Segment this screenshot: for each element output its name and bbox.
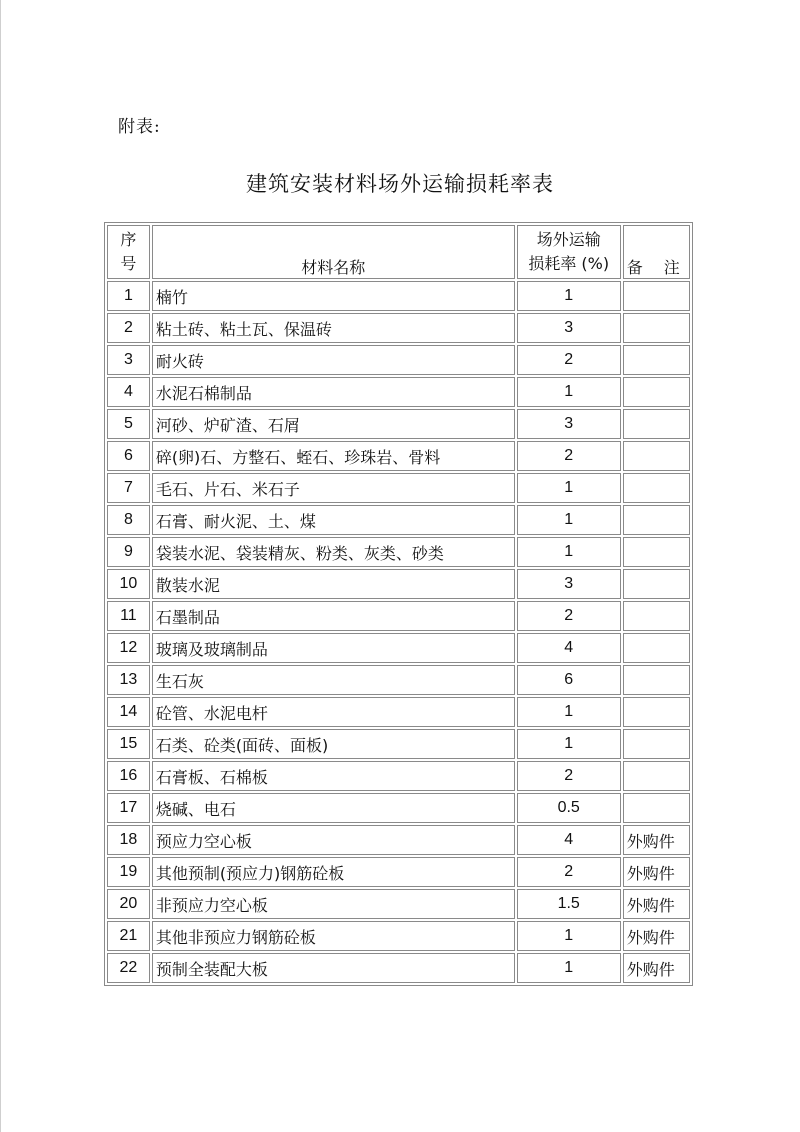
cell-no: 1 <box>107 281 150 311</box>
table-row <box>107 313 690 343</box>
cell-remarks <box>623 569 690 599</box>
cell-material-name: 玻璃及玻璃制品 <box>152 633 515 663</box>
cell-remarks <box>623 473 690 503</box>
cell-material-name: 石类、砼类(面砖、面板) <box>152 729 515 759</box>
table-row <box>107 825 690 855</box>
cell-no: 20 <box>107 889 150 919</box>
cell-loss-rate: 1 <box>517 377 621 407</box>
cell-no: 9 <box>107 537 150 567</box>
table-row <box>107 281 690 311</box>
cell-material-name: 烧碱、电石 <box>152 793 515 823</box>
header-material-name: 材料名称 <box>152 225 515 279</box>
table-row <box>107 409 690 439</box>
cell-remarks <box>623 793 690 823</box>
cell-no: 17 <box>107 793 150 823</box>
cell-loss-rate: 2 <box>517 345 621 375</box>
cell-material-name: 预制全装配大板 <box>152 953 515 983</box>
cell-remarks <box>623 409 690 439</box>
header-loss-rate <box>517 225 621 279</box>
page-title: 建筑安装材料场外运输损耗率表 <box>246 172 554 196</box>
cell-no: 10 <box>107 569 150 599</box>
cell-loss-rate: 4 <box>517 825 621 855</box>
cell-loss-rate: 3 <box>517 313 621 343</box>
cell-material-name: 楠竹 <box>152 281 515 311</box>
header-rate-line1: 场外运输 <box>536 230 601 249</box>
header-no-line1: 序 <box>120 230 137 249</box>
cell-loss-rate: 0.5 <box>517 793 621 823</box>
table-row <box>107 857 690 887</box>
cell-loss-rate: 2 <box>517 857 621 887</box>
cell-material-name: 砼管、水泥电杆 <box>152 697 515 727</box>
cell-loss-rate: 3 <box>517 569 621 599</box>
cell-loss-rate: 1 <box>517 537 621 567</box>
cell-material-name: 散装水泥 <box>152 569 515 599</box>
cell-loss-rate: 1 <box>517 473 621 503</box>
cell-remarks <box>623 281 690 311</box>
cell-loss-rate: 3 <box>517 409 621 439</box>
cell-remarks <box>623 633 690 663</box>
attachment-caption: 附表: <box>118 117 161 137</box>
cell-no: 12 <box>107 633 150 663</box>
cell-material-name: 河砂、炉矿渣、石屑 <box>152 409 515 439</box>
table-row <box>107 729 690 759</box>
table-row <box>107 601 690 631</box>
cell-material-name: 袋装水泥、袋装精灰、粉类、灰类、砂类 <box>152 537 515 567</box>
cell-loss-rate: 2 <box>517 441 621 471</box>
cell-no: 6 <box>107 441 150 471</box>
table-row <box>107 953 690 983</box>
cell-loss-rate: 4 <box>517 633 621 663</box>
cell-material-name: 预应力空心板 <box>152 825 515 855</box>
cell-remarks <box>623 537 690 567</box>
cell-loss-rate: 1 <box>517 697 621 727</box>
cell-remarks <box>623 313 690 343</box>
cell-remarks: 外购件 <box>623 889 690 919</box>
cell-loss-rate: 2 <box>517 601 621 631</box>
header-rate-line2: 损耗率 (%) <box>528 254 610 273</box>
table-row <box>107 345 690 375</box>
cell-remarks <box>623 601 690 631</box>
cell-loss-rate: 2 <box>517 761 621 791</box>
table-row <box>107 505 690 535</box>
header-no <box>107 225 150 279</box>
cell-no: 21 <box>107 921 150 951</box>
cell-material-name: 石膏板、石棉板 <box>152 761 515 791</box>
table-row <box>107 441 690 471</box>
table-row <box>107 377 690 407</box>
cell-loss-rate: 1 <box>517 953 621 983</box>
cell-material-name: 石膏、耐火泥、土、煤 <box>152 505 515 535</box>
cell-no: 11 <box>107 601 150 631</box>
cell-material-name: 耐火砖 <box>152 345 515 375</box>
table-row <box>107 697 690 727</box>
cell-no: 7 <box>107 473 150 503</box>
table-row <box>107 569 690 599</box>
cell-material-name: 非预应力空心板 <box>152 889 515 919</box>
cell-loss-rate: 1 <box>517 921 621 951</box>
cell-no: 13 <box>107 665 150 695</box>
cell-material-name: 水泥石棉制品 <box>152 377 515 407</box>
table-header-row <box>107 225 690 279</box>
table-row <box>107 665 690 695</box>
cell-material-name: 其他非预应力钢筋砼板 <box>152 921 515 951</box>
cell-remarks: 外购件 <box>623 825 690 855</box>
cell-no: 15 <box>107 729 150 759</box>
header-no-line2: 号 <box>120 254 137 273</box>
table-row <box>107 537 690 567</box>
cell-no: 22 <box>107 953 150 983</box>
cell-no: 14 <box>107 697 150 727</box>
cell-remarks <box>623 665 690 695</box>
cell-remarks <box>623 441 690 471</box>
cell-no: 19 <box>107 857 150 887</box>
cell-material-name: 生石灰 <box>152 665 515 695</box>
loss-rate-table <box>104 222 693 986</box>
table-row <box>107 793 690 823</box>
cell-loss-rate: 1 <box>517 281 621 311</box>
cell-loss-rate: 1 <box>517 729 621 759</box>
table-row <box>107 921 690 951</box>
cell-material-name: 碎(卵)石、方整石、蛭石、珍珠岩、骨料 <box>152 441 515 471</box>
cell-loss-rate: 6 <box>517 665 621 695</box>
cell-remarks <box>623 729 690 759</box>
cell-remarks <box>623 345 690 375</box>
table-row <box>107 761 690 791</box>
cell-material-name: 其他预制(预应力)钢筋砼板 <box>152 857 515 887</box>
cell-remarks <box>623 761 690 791</box>
table-row <box>107 473 690 503</box>
cell-no: 2 <box>107 313 150 343</box>
cell-loss-rate: 1.5 <box>517 889 621 919</box>
cell-no: 4 <box>107 377 150 407</box>
cell-remarks <box>623 377 690 407</box>
cell-material-name: 毛石、片石、米石子 <box>152 473 515 503</box>
cell-no: 18 <box>107 825 150 855</box>
cell-remarks: 外购件 <box>623 921 690 951</box>
cell-material-name: 石墨制品 <box>152 601 515 631</box>
table-row <box>107 889 690 919</box>
cell-no: 16 <box>107 761 150 791</box>
cell-no: 8 <box>107 505 150 535</box>
cell-remarks: 外购件 <box>623 857 690 887</box>
table-row <box>107 633 690 663</box>
cell-no: 3 <box>107 345 150 375</box>
cell-loss-rate: 1 <box>517 505 621 535</box>
cell-remarks <box>623 505 690 535</box>
cell-remarks <box>623 697 690 727</box>
cell-remarks: 外购件 <box>623 953 690 983</box>
cell-material-name: 粘土砖、粘土瓦、保温砖 <box>152 313 515 343</box>
cell-no: 5 <box>107 409 150 439</box>
header-remarks: 备 注 <box>623 225 690 279</box>
